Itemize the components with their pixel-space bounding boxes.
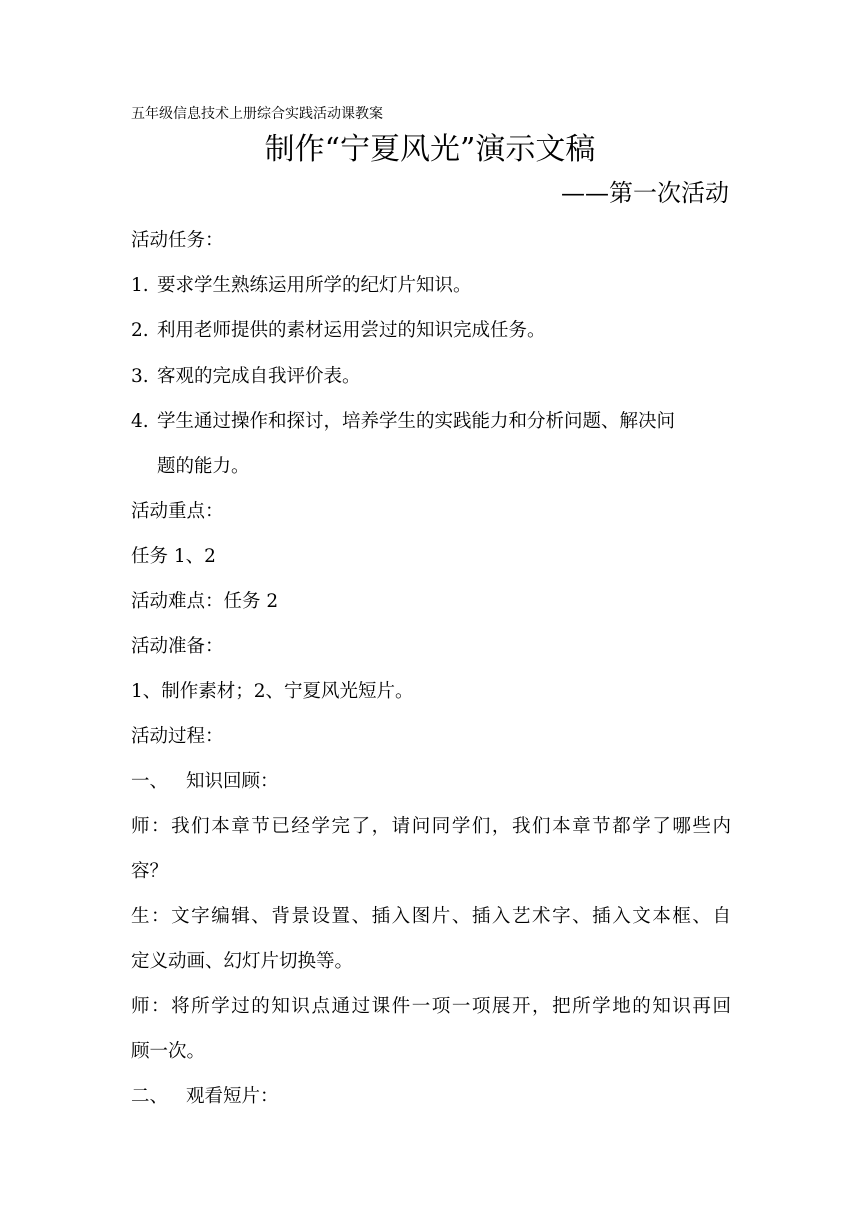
task-item-number: 1. (131, 275, 149, 296)
document-subtitle: ——第一次活动 (561, 179, 729, 207)
section-title: 知识回顾： (186, 771, 279, 792)
task-item-text: 学生通过操作和探讨，培养学生的实践能力和分析问题、解决问 (157, 411, 676, 432)
dialogue-3-line-1: 师：将所学过的知识点通过课件一项一项展开，把所学地的知识再回 (131, 996, 731, 1017)
document-title: 制作“宁夏风光”演示文稿 (264, 132, 596, 167)
task-item-text: 利用老师提供的素材运用尝过的知识完成任务。 (157, 320, 546, 341)
task-item-4-continuation: 题的能力。 (157, 456, 250, 477)
section-1-heading (131, 769, 279, 795)
difficulty-line: 活动难点：任务 2 (131, 591, 279, 612)
dialogue-2-line-1: 生：文字编辑、背景设置、插入图片、插入艺术字、插入文本框、自 (131, 906, 731, 927)
header-note: 五年级信息技术上册综合实践活动课教案 (131, 106, 383, 122)
task-item-number: 3. (131, 366, 149, 387)
dialogue-3-line-2: 顾一次。 (131, 1041, 206, 1062)
process-heading: 活动过程： (131, 726, 224, 747)
focus-heading: 活动重点： (131, 501, 224, 522)
dialogue-1-line-1: 师：我们本章节已经学完了，请问同学们，我们本章节都学了哪些内 (131, 816, 731, 837)
dialogue-1-line-2: 容？ (131, 861, 169, 882)
focus-content: 任务 1、2 (131, 546, 216, 567)
task-item-text: 要求学生熟练运用所学的纪灯片知识。 (157, 275, 472, 296)
tasks-heading: 活动任务： (131, 230, 224, 251)
preparation-heading: 活动准备： (131, 636, 224, 657)
task-item-text: 客观的完成自我评价表。 (157, 366, 361, 387)
task-item-number: 4. (131, 411, 149, 432)
task-item-number: 2. (131, 320, 149, 341)
section-title: 观看短片： (186, 1086, 279, 1107)
section-2-heading (131, 1084, 279, 1110)
section-number: 一、 (131, 771, 169, 792)
preparation-content: 1、制作素材；2、宁夏风光短片。 (131, 681, 414, 702)
section-number: 二、 (131, 1086, 169, 1107)
dialogue-2-line-2: 定义动画、幻灯片切换等。 (131, 951, 354, 972)
